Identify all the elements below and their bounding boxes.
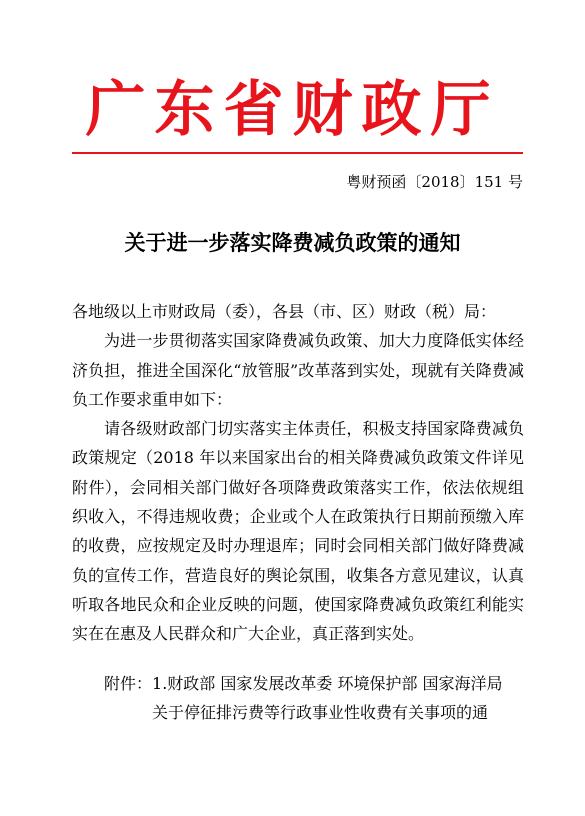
- attachment-label: 附件：: [104, 673, 153, 693]
- salutation: 各地级以上市财政局（委），各县（市、区）财政（税）局：: [72, 302, 497, 321]
- attachment-line-2: 关于停征排污费等行政事业性收费有关事项的通: [152, 702, 489, 722]
- attachment-line-1: [72, 669, 524, 698]
- notice-title: 关于进一步落实降费减负政策的通知: [124, 230, 461, 255]
- paragraph-requirements: 请各级财政部门切实落实主体责任，积极支持国家降费减负政策规定（2018 年以来国家出台的相关降费减负政策文件详见附件），会同相关部门做好各项降费政策落实工作，依法依规组织收入，不得违规收费；企业或个人在政策执行日期前预缴入库的收费，应按规定及时办理退库；同时会同相关部门做好降费减负的宣传工作，营造良好的舆论氛围，收集各方意见建议，认真听取各地民众和企业反映的问题，使国家降费减负政策红利能实实在在惠及人民群众和广大企业，真正落到实处。: [72, 419, 524, 644]
- paragraph-intro: 为进一步贯彻落实国家降费减负政策、加大力度降低实体经济负担，推进全国深化“放管服”改革落到实处，现就有关降费减负工作要求重申如下：: [72, 331, 524, 409]
- red-header-rule: [72, 152, 523, 154]
- document-body: [72, 297, 524, 727]
- attachment-item-1: 1.财政部 国家发展改革委 环境保护部 国家海洋局: [152, 673, 503, 693]
- agency-header-title: 广东省财政厅: [85, 75, 500, 145]
- paragraph-gap: [72, 649, 524, 669]
- document-number: 粤财预函〔2018〕151 号: [346, 173, 523, 191]
